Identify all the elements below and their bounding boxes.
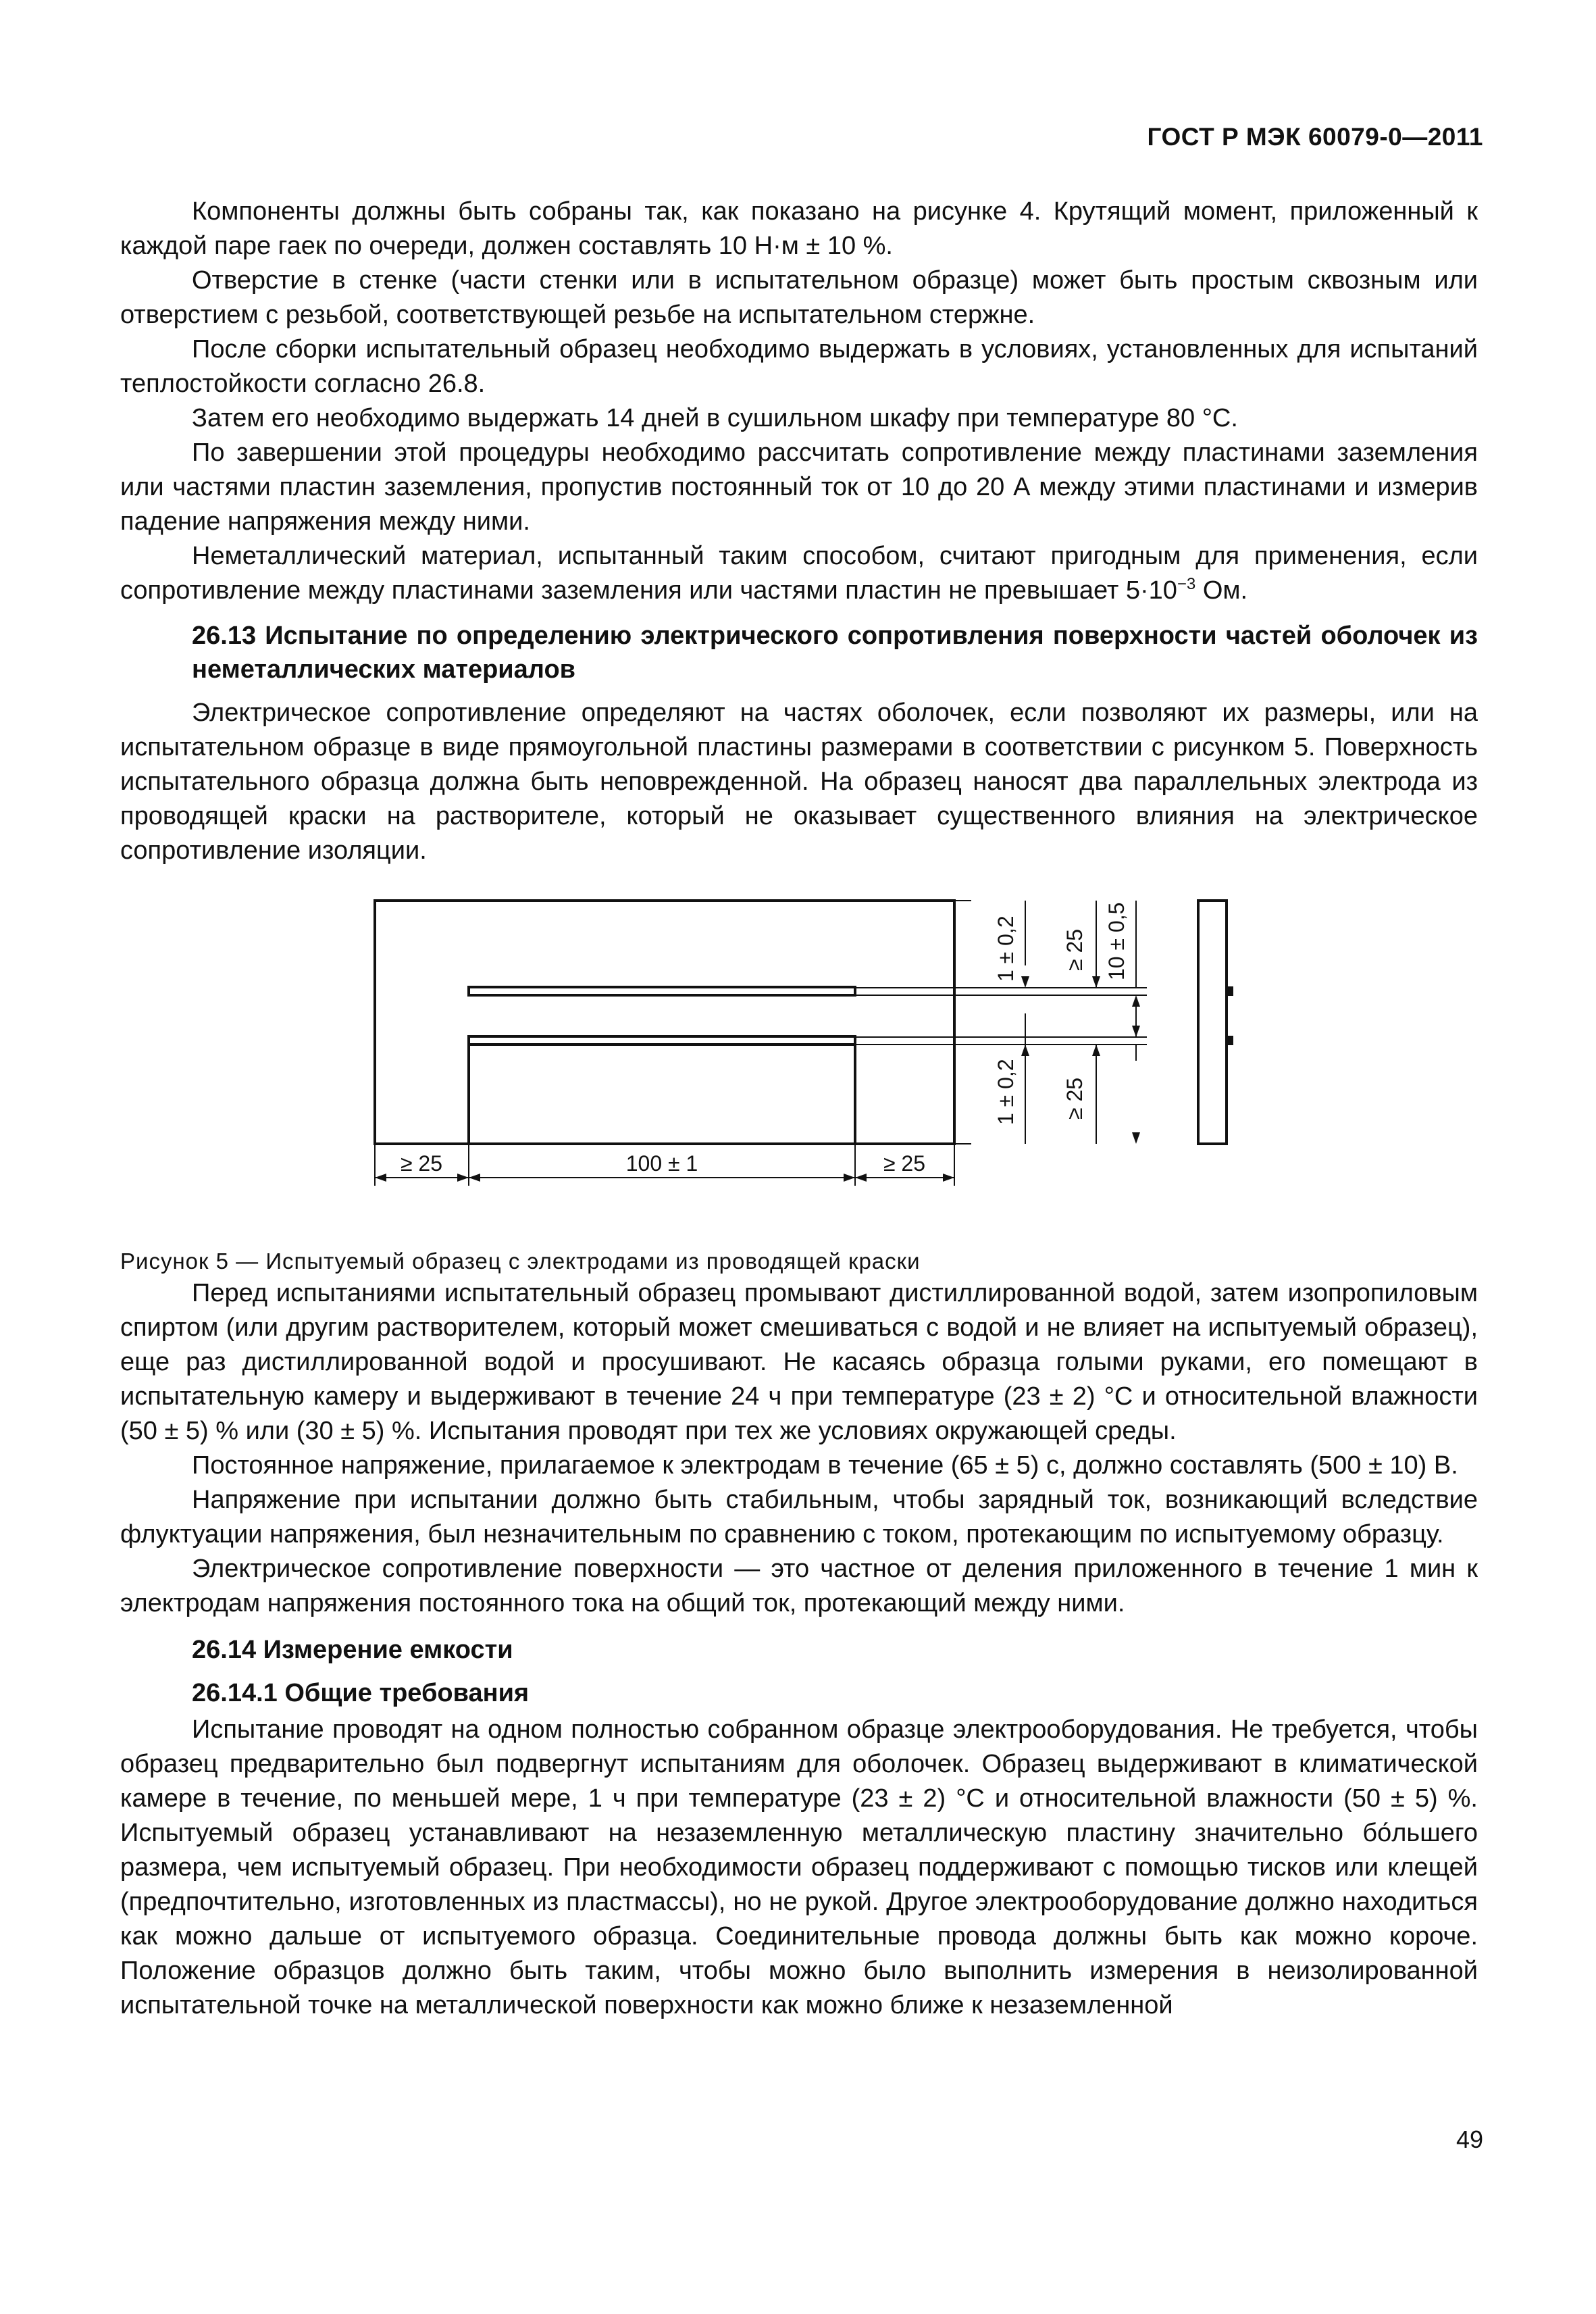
electrode-lower [469,1036,855,1045]
paragraph: Затем его необходимо выдержать 14 дней в сушильном шкафу при температуре 80 °С. [192,404,1238,432]
electrode-side-mark [1227,1037,1232,1044]
paragraph: Отверстие в стенке (части стенки или в испытательном образце) может быть простым сквозным или отверстием с резьбой, соответствующей резьбе на испытательном стержне. [120,266,1478,329]
paragraph: Компоненты должны быть собраны так, как показано на рисунке 4. Крутящий момент, приложенный к каждой паре гаек по очереди, должен составлять 10 Н·м ± 10 %. [120,197,1478,260]
specimen-plate [375,901,954,1144]
specimen-side-view [1198,901,1227,1144]
text-segment: Неметаллический материал, испытанный таким способом, считают пригодным для применения, если сопротивление между пластинами заземления или частями пластин не превышает 5·10 [120,542,1478,605]
figure-5 [120,895,1478,1247]
paragraph: Электрическое сопротивление определяют на частях оболочек, если позволяют их размеры, или на испытательном образце в виде прямоугольной пластины размерами в соответствии с рисунком 5. Поверхность испытательного образца должна быть неповрежденной. На образец наносят два параллельных электрода из проводящей краски на растворителе, который не оказывает существенного влияния на электрическое сопротивление изоляции. [120,699,1478,865]
paragraph: Испытание проводят на одном полностью собранном образце электрооборудования. Не требуется, чтобы образец предварительно был подвергнут испытаниям для оболочек. Образец выдерживают в климатической камере в течение, по меньшей мере, 1 ч при температуре (23 ± 2) °С и относительной влажности (50 ± 5) %. Испытуемый образец устанавливают на незаземленную металлическую пластину значительно бо́льшего размера, чем испытуемый образец. При необходимости образец поддерживают с помощью тисков или клещей (предпочтительно, изготовленных из пластмассы), но не рукой. Другое электрооборудование должно находиться как можно дальше от испытуемого образца. Соединительные провода должны быть как можно короче. Положение образцов должно быть таким, чтобы можно было выполнить измерения в неизолированной испытательной точке на металлической поверхности как можно ближе к незаземленной [120,1715,1478,2019]
dim-gap-top-label: 1 ± 0,2 [994,915,1018,982]
text-segment: Ом. [1195,576,1248,605]
paragraph: Перед испытаниями испытательный образец промывают дистиллированной водой, затем изопропиловым спиртом (или другим растворителем, который может смешиваться с водой и не влияет на испытуемый образец), еще раз дистиллированной водой и просушивают. Не касаясь образца голыми руками, его помещают в испытательную камеру и выдерживают в течение 24 ч при температуре (23 ± 2) °С и относительной влажности (50 ± 5) % или (30 ± 5) %. Испытания проводят при тех же условиях окружающей среды. [120,1279,1478,1445]
paragraph: Напряжение при испытании должно быть стабильным, чтобы зарядный ток, возникающий вследствие флуктуации напряжения, был незначительным по сравнению с током, протекающим по испытуемому образцу. [120,1486,1478,1549]
specimen-drawing [120,895,1478,1247]
paragraph: После сборки испытательный образец необходимо выдержать в условиях, установленных для испытаний теплостойкости согласно 26.8. [120,335,1478,398]
paragraph-resistance-limit [120,539,1478,608]
exponent: −3 [1177,575,1196,593]
dim-gap-bottom-label: 1 ± 0,2 [994,1059,1018,1125]
dim-right-label: ≥ 25 [883,1151,926,1176]
dim-margin-top-label: ≥ 25 [1062,928,1087,971]
dim-middle-label: 100 ± 1 [625,1151,698,1176]
paragraph: Электрическое сопротивление поверхности — это частное от деления приложенного в течение 1 мин к электродам напряжения постоянного тока на общий ток, протекающий между ними. [120,1555,1478,1617]
dim-left-label: ≥ 25 [400,1151,443,1176]
electrode-side-mark [1227,988,1232,995]
section-heading-26-13: 26.13 Испытание по определению электрического сопротивления поверхности частей оболочек из неметаллических материалов [192,622,1478,684]
dim-margin-bottom-label: ≥ 25 [1062,1077,1087,1120]
paragraph: По завершении этой процедуры необходимо рассчитать сопротивление между пластинами заземления или частями пластин заземления, пропустив постоянный ток от 10 до 20 А между этими пластинами и измерив падение напряжения между ними. [120,438,1478,536]
paragraph: Постоянное напряжение, прилагаемое к электродам в течение (65 ± 5) с, должно составлять (500 ± 10) В. [192,1451,1458,1480]
figure-caption: Рисунок 5 — Испытуемый образец с электродами из проводящей краски [120,1249,921,1274]
dim-spacing-label: 10 ± 0,5 [1104,902,1129,980]
electrode-upper [469,987,855,995]
section-heading-26-14-1: 26.14.1 Общие требования [192,1679,530,1707]
document-id-header: ГОСТ Р МЭК 60079-0—2011 [1147,123,1483,151]
page-body [120,195,1478,2023]
page-number: 49 [1456,2126,1483,2153]
section-heading-26-14: 26.14 Измерение емкости [192,1636,513,1664]
